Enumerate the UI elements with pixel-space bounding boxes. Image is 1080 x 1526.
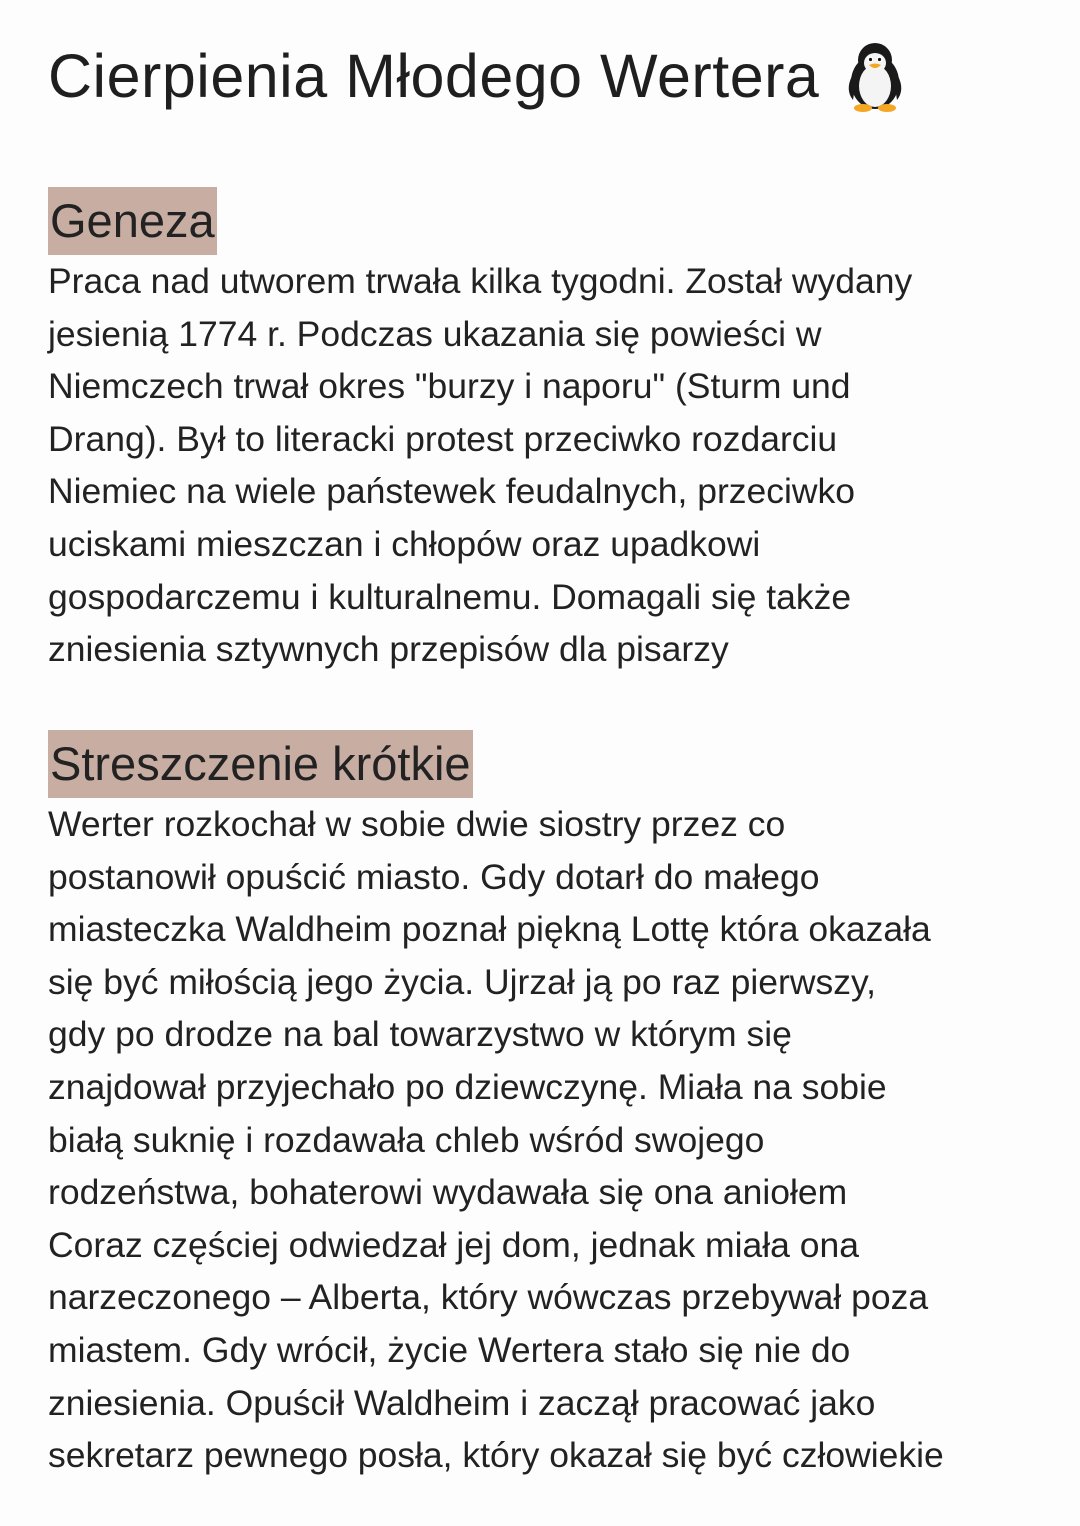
penguin-icon [841,40,909,112]
section-streszczenie [48,730,1050,1482]
section-body: Werter rozkochał w sobie dwie siostry przez co postanowił opuścić miasto. Gdy dotarł do małego miasteczka Waldheim poznał piękną Lottę która okazała się być miłością jego życia. Ujrzał ją po raz pierwszy, gdy po drodze na bal towarzystwo w którym się znajdował przyjechało po dziewczynę. Miała na sobie białą suknię i rozdawała chleb wśród swojego rodzeństwa, bohaterowi wydawała się ona aniołem Coraz częściej odwiedzał jej dom, jednak miała ona narzeczonego – Alberta, który wówczas przebywał poza miastem. Gdy wrócił, życie Wertera stało się nie do zniesienia. Opuścił Waldheim i zaczął pracować jako sekretarz pewnego posła, który okazał się być człowiekie [48,804,944,1476]
page-title: Cierpienia Młodego Wertera [48,41,820,110]
section-body: Praca nad utworem trwała kilka tygodni. Został wydany jesienią 1774 r. Podczas ukazania się powieści w Niemczech trwał okres "burzy i naporu" (Sturm und Drang). Był to literacki protest przeciwko rozdarciu Niemiec na wiele państewek feudalnych, przeciwko uciskami mieszczan i chłopów oraz upadkowi gospodarczemu i kulturalnemu. Domagali się także zniesienia sztywnych przepisów dla pisarzy [48,261,913,670]
title-row [48,28,1040,124]
section-heading: Geneza [48,187,217,255]
section-heading: Streszczenie krótkie [48,730,473,798]
section-geneza [48,187,1040,676]
